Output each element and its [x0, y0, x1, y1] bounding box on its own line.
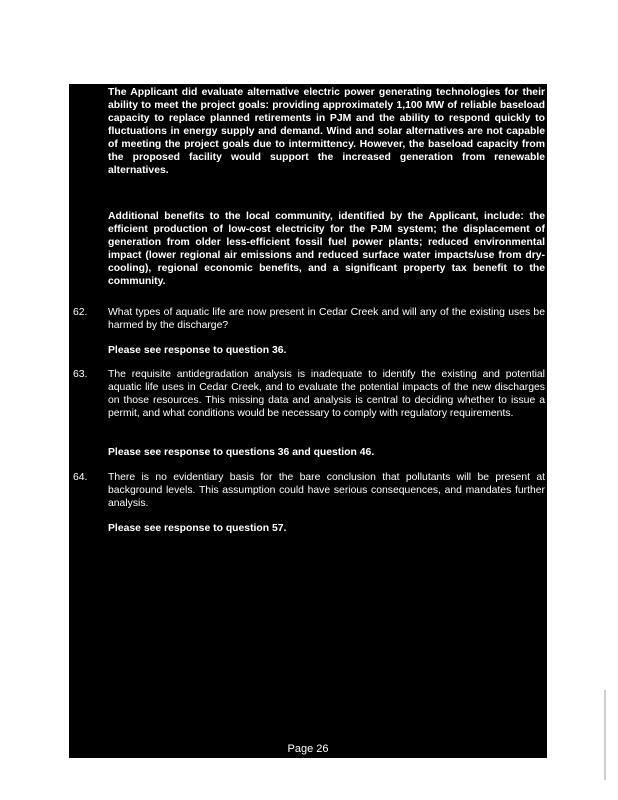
page-number: Page 26	[287, 743, 329, 755]
question-text: What types of aquatic life are now present in Cedar Creek and will any of the existing uses be harmed by the discharge?	[108, 307, 545, 331]
question-response: Please see response to question 57.	[108, 523, 287, 534]
response-paragraph-benefits: Additional benefits to the local community, identified by the Applicant, include: the efficient production of low-cost electricity for the PJM system; the displacement of generation from older less-efficient fossil fuel power plants; reduced environmental impact (lower regional air emissions and reduced surface water impacts/use from dry-cooling), regional economic benefits, and a significant property tax benefit to the community.	[108, 211, 545, 287]
question-text: There is no evidentiary basis for the bare conclusion that pollutants will be present at background levels. This assumption could have serious consequences, and mandates further analysis.	[108, 472, 545, 509]
question-number: 63.	[73, 369, 88, 380]
question-response: Please see response to question 36.	[108, 345, 287, 356]
response-paragraph-alternatives: The Applicant did evaluate alternative electric power generating technologies for their ability to meet the project goals: providing approximately 1,100 MW of reliable baseload capacity to replace planned retirements in PJM and the ability to respond quickly to fluctuations in energy supply and demand. Wind and solar alternatives are not capable of meeting the project goals due to intermittency. However, the baseload capacity from the proposed facility would support the increased generation from renewable alternatives.	[108, 87, 545, 176]
document-page	[69, 84, 547, 758]
question-text: The requisite antidegradation analysis is inadequate to identify the existing and potential aquatic life uses in Cedar Creek, and to evaluate the potential impacts of the new discharges on those resources. This missing data and analysis is central to deciding whether to issue a permit, and what conditions would be necessary to comply with regulatory requirements.	[108, 369, 545, 419]
question-number: 62.	[73, 307, 88, 318]
question-number: 64.	[73, 472, 88, 483]
question-response: Please see response to questions 36 and question 46.	[108, 447, 375, 458]
scan-edge-mark	[604, 690, 606, 780]
